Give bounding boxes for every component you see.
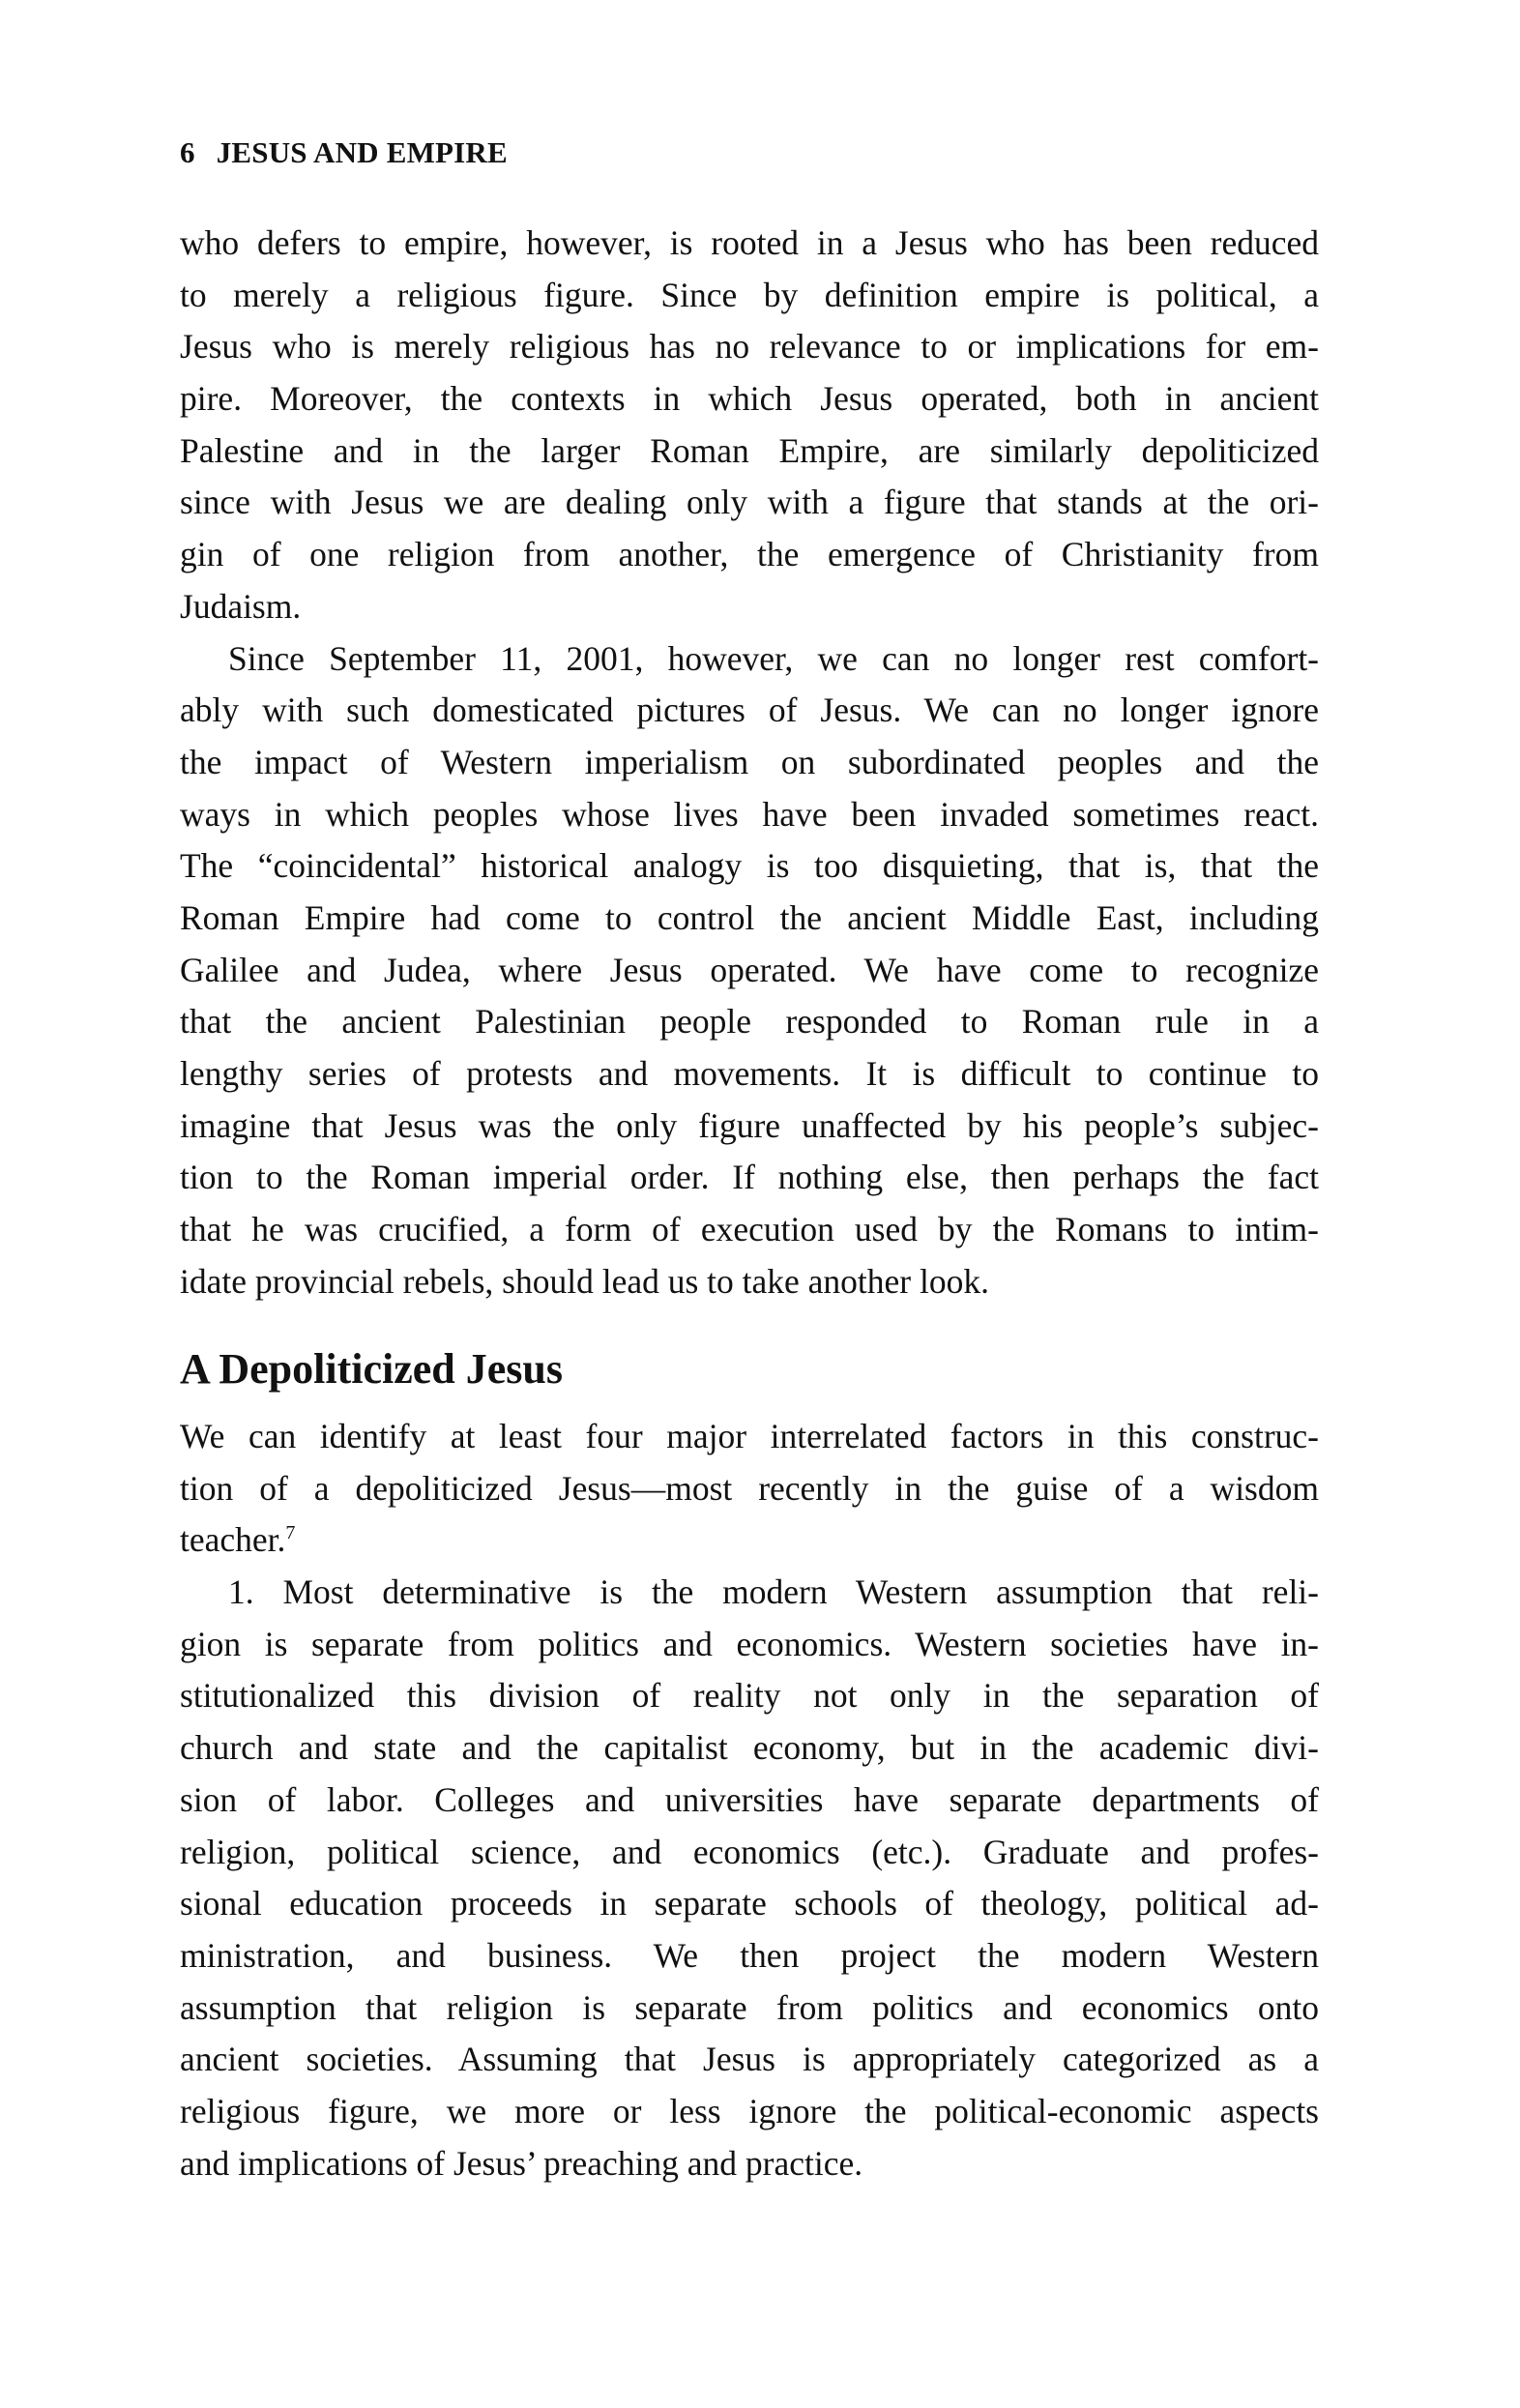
text-line: ably with such domesticated pictures of Jesus. We can no longer ignore <box>180 690 1319 730</box>
text-line: stitutionalized this division of reality not only in the separation of <box>180 1676 1319 1716</box>
text-line: Since September 11, 2001, however, we can no longer rest comfort- <box>228 638 1319 678</box>
text-line: religion, political science, and economics (etc.). Graduate and profes- <box>180 1832 1319 1871</box>
text-line: 1. Most determinative is the modern Western assumption that reli- <box>228 1572 1319 1612</box>
text-line: gin of one religion from another, the emergence of Christianity from <box>180 535 1319 574</box>
text-line: religious figure, we more or less ignore the political-economic aspects <box>180 2091 1319 2130</box>
text-line: tion of a depoliticized Jesus—most recently in the guise of a wisdom <box>180 1468 1319 1508</box>
text-line: gion is separate from politics and economics. Western societies have in- <box>180 1624 1319 1663</box>
section-heading: A Depoliticized Jesus <box>180 1345 563 1393</box>
text-line: Jesus who is merely religious has no relevance to or implications for em- <box>180 327 1319 367</box>
text-line: and implications of Jesus’ preaching and practice. <box>180 2143 863 2183</box>
text-line: to merely a religious figure. Since by definition empire is political, a <box>180 275 1319 314</box>
body-text-section-1 <box>180 218 1319 1307</box>
text-line: sional education proceeds in separate schools of theology, political ad- <box>180 1884 1319 1923</box>
body-text-section-2 <box>180 1411 1319 2189</box>
text-line: who defers to empire, however, is rooted in a Jesus who has been reduced <box>180 223 1319 262</box>
point-1-paragraph <box>180 1567 1319 2189</box>
text-line: that the ancient Palestinian people responded to Roman rule in a <box>180 1002 1319 1042</box>
text-line: church and state and the capitalist economy, but in the academic divi- <box>180 1728 1319 1768</box>
text-line: ways in which peoples whose lives have been invaded sometimes react. <box>180 794 1319 834</box>
text-line: lengthy series of protests and movements. It is difficult to continue to <box>180 1054 1319 1093</box>
text-line: ancient societies. Assuming that Jesus is appropriately categorized as a <box>180 2040 1319 2079</box>
text-line: Judaism. <box>180 586 302 626</box>
text-line: We can identify at least four major interrelated factors in this construc- <box>180 1417 1319 1455</box>
text-line: pire. Moreover, the contexts in which Jesus operated, both in ancient <box>180 379 1319 419</box>
footnote-ref[interactable]: 7 <box>285 1522 296 1544</box>
paragraph <box>180 218 1319 633</box>
text-line: idate provincial rebels, should lead us to take another look. <box>180 1261 989 1301</box>
text-line: the impact of Western imperialism on subordinated peoples and the <box>180 742 1319 781</box>
text-line: Palestine and in the larger Roman Empire, are similarly depoliticized <box>180 430 1319 470</box>
text-line: sion of labor. Colleges and universities have separate departments of <box>180 1779 1319 1819</box>
text-line: Galilee and Judea, where Jesus operated. We have come to recognize <box>180 950 1319 989</box>
text-line: that he was crucified, a form of execution used by the Romans to intim- <box>180 1210 1319 1249</box>
running-head <box>180 135 508 170</box>
intro-paragraph <box>180 1411 1319 1514</box>
text-line: imagine that Jesus was the only figure unaffected by his people’s subjec- <box>180 1105 1319 1145</box>
text-line: The “coincidental” historical analogy is too disquieting, that is, that the <box>180 846 1319 886</box>
book-title: JESUS AND EMPIRE <box>216 135 508 169</box>
text-line: ministration, and business. We then project the modern Western <box>180 1935 1319 1975</box>
page-number: 6 <box>180 135 195 169</box>
text-line: Roman Empire had come to control the ancient Middle East, including <box>180 897 1319 937</box>
text-line: since with Jesus we are dealing only with a figure that stands at the ori- <box>180 483 1319 522</box>
text-line <box>180 1514 1319 1567</box>
text-line-content: teacher. <box>180 1520 286 1560</box>
text-line: assumption that religion is separate from politics and economics onto <box>180 1987 1319 2027</box>
text-line: tion to the Roman imperial order. If nothing else, then perhaps the fact <box>180 1158 1319 1197</box>
paragraph <box>180 633 1319 1308</box>
